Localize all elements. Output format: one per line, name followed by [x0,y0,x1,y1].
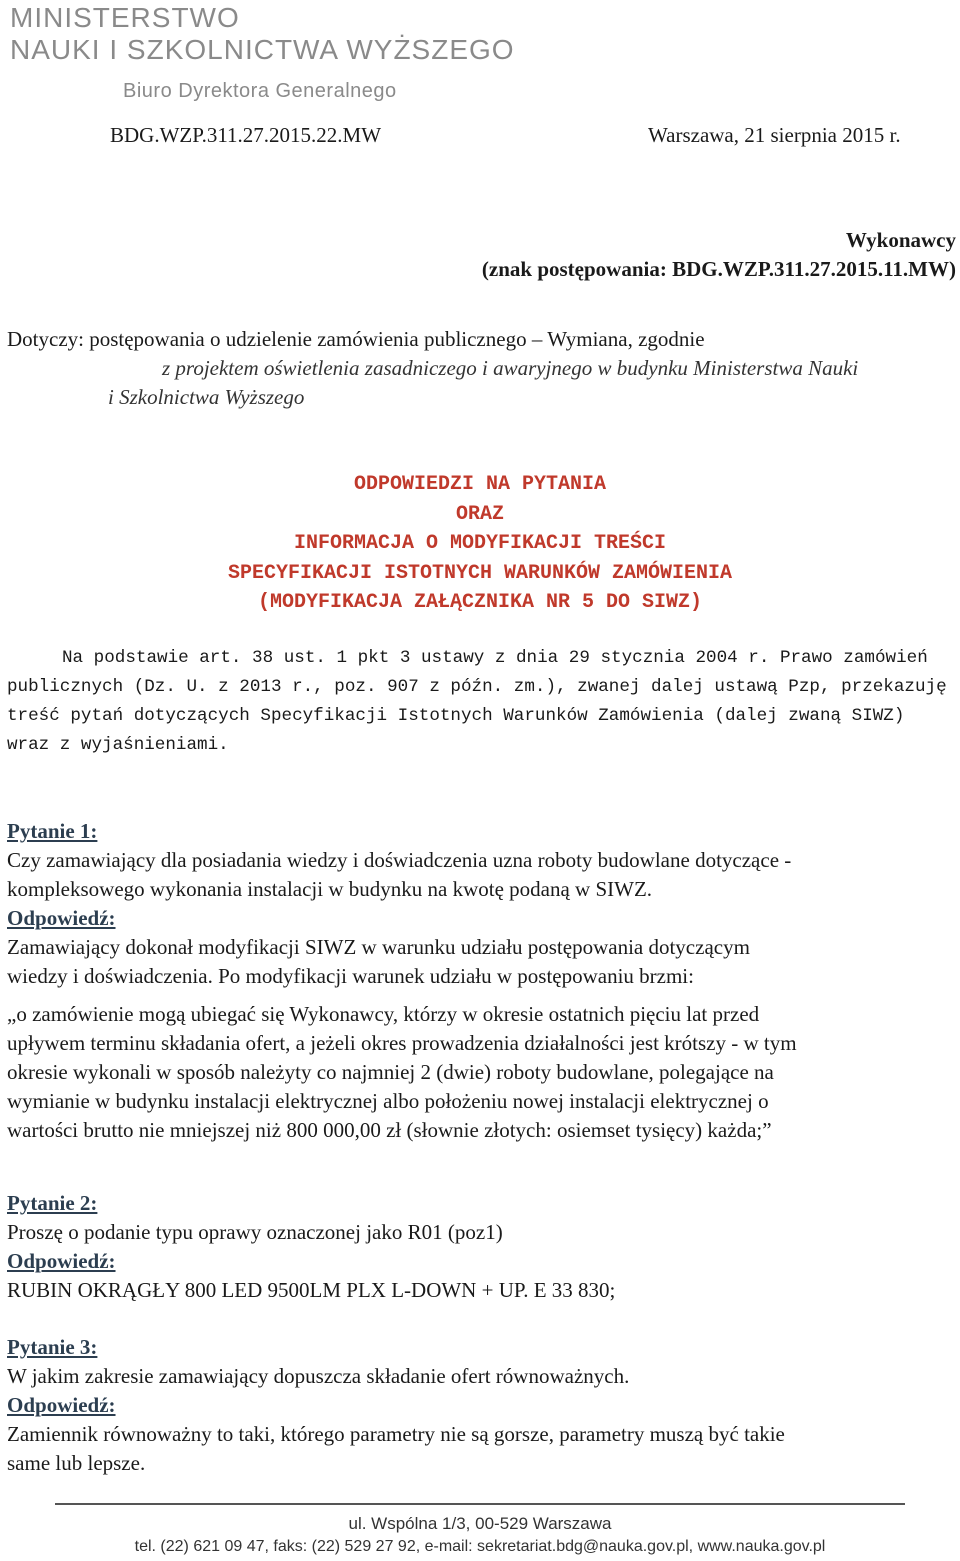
quote-text: upływem terminu składania ofert, a jeżeli okres prowadzenia działalności jest krótszy - w tym [7,1031,797,1055]
footer-address: ul. Wspólna 1/3, 00-529 Warszawa [348,1514,612,1533]
intro-line3: treść pytań dotyczących Specyfikacji Istotnych Warunków Zamówienia (dalej zwaną SIWZ) [7,706,905,726]
procedure-sign: (znak postępowania: BDG.WZP.311.27.2015.11.MW) [481,257,956,281]
heading-line2: ORAZ [455,502,504,526]
question-2 [7,1189,955,1305]
question-label: Pytanie 2: [7,1191,98,1215]
subject-line3: i Szkolnictwa Wyższego [108,385,305,409]
question-text: Czy zamawiający dla posiadania wiedzy i doświadczenia uzna roboty budowlane dotyczące - [7,848,792,872]
quote-text: okresie wykonali w sposób należyty co najmniej 2 (dwie) roboty budowlane, polegające na [7,1060,774,1084]
answer-text: RUBIN OKRĄGŁY 800 LED 9500LM PLX L-DOWN + UP. E 33 830; [7,1278,616,1302]
answer-label: Odpowiedź: [7,1393,116,1417]
ministry-name-line1: MINISTERSTWO [10,2,240,33]
question-1 [7,817,955,1145]
answer-label: Odpowiedź: [7,1249,116,1273]
subject-line2: z projektem oświetlenia zasadniczego i awaryjnego w budynku Ministerstwa Nauki [162,356,859,380]
quote-text: wymianie w budynku instalacji elektrycznej albo położeniu nowej instalacji elektrycznej o [7,1089,769,1113]
quote-text: „o zamówienie mogą ubiegać się Wykonawcy, którzy w okresie ostatnich pięciu lat przed [7,1002,760,1026]
recipient-title: Wykonawcy [845,228,956,252]
intro-line4: wraz z wyjaśnieniami. [7,735,229,755]
footer-divider [55,1503,905,1505]
place-date: Warszawa, 21 sierpnia 2015 r. [648,123,901,147]
answer-label: Odpowiedź: [7,906,116,930]
question-text: Proszę o podanie typu oprawy oznaczonej jako R01 (poz1) [7,1220,503,1244]
intro-line2: publicznych (Dz. U. z 2013 r., poz. 907 z późn. zm.), zwanej dalej ustawą Pzp, przekazuję [7,677,947,697]
answer-text: Zamiennik równoważny to taki, którego parametry nie są gorsze, parametry muszą być takie [7,1422,785,1446]
quote-text: wartości brutto nie mniejszej niż 800 000,00 zł (słownie złotych: osiemset tysięcy) każda;” [7,1118,772,1142]
ministry-name-line2: NAUKI I SZKOLNICTWA WYŻSZEGO [10,34,515,65]
subject-text1: postępowania o udzielenie zamówienia publicznego – Wymiana, zgodnie [83,327,705,351]
footer-contact: tel. (22) 621 09 47, faks: (22) 529 27 92, e-mail: sekretariat.bdg@nauka.gov.pl, www.nauka.gov.pl [134,1538,826,1555]
answer-text: same lub lepsze. [7,1451,146,1475]
heading-line5: (MODYFIKACJA ZAŁĄCZNIKA NR 5 DO SIWZ) [257,591,703,614]
subject-label: Dotyczy: [7,327,84,351]
answer-text: wiedzy i doświadczenia. Po modyfikacji warunek udziału w postępowaniu brzmi: [7,964,694,988]
heading-line3: INFORMACJA O MODYFIKACJI TREŚCI [293,532,667,555]
heading-line4: SPECYFIKACJI ISTOTNYCH WARUNKÓW ZAMÓWIENIA [227,561,733,585]
subject-line1 [7,325,705,354]
question-3 [7,1333,955,1478]
ministry-department: Biuro Dyrektora Generalnego [123,80,397,102]
heading-line1: ODPOWIEDZI NA PYTANIA [353,473,607,496]
reference-number: BDG.WZP.311.27.2015.22.MW [110,123,382,147]
question-label: Pytanie 1: [7,819,98,843]
question-text: kompleksowego wykonania instalacji w budynku na kwotę podaną w SIWZ. [7,877,653,901]
document-heading [0,470,960,618]
intro-line1: Na podstawie art. 38 ust. 1 pkt 3 ustawy z dnia 29 stycznia 2004 r. Prawo zamówień [62,648,928,668]
answer-text: Zamawiający dokonał modyfikacji SIWZ w warunku udziału postępowania dotyczącym [7,935,750,959]
question-label: Pytanie 3: [7,1335,98,1359]
intro-paragraph [7,644,957,760]
question-text: W jakim zakresie zamawiający dopuszcza składanie ofert równoważnych. [7,1364,630,1388]
